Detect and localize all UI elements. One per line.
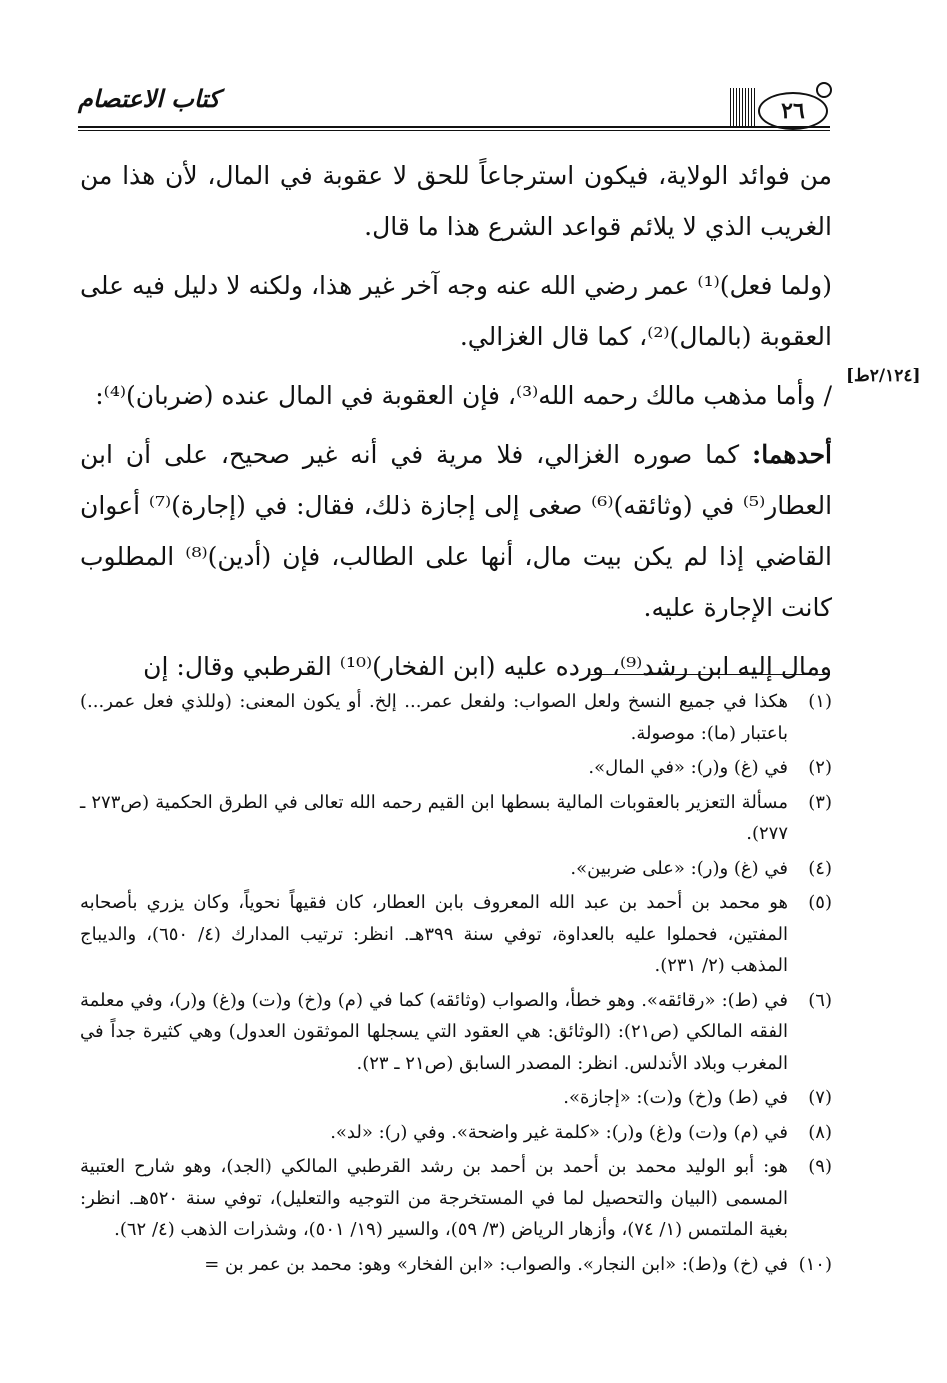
paragraph-4-text: كما صوره الغزالي، فلا مرية في أنه غير صحيح، على أن ابن العطار⁽⁵⁾ في (وثائقه)⁽⁶⁾ صغى إلى إجازة ذلك، فقال: في (إجارة)⁽⁷⁾ أعوان القاضي إذا لم يكن بيت مال، أنها على الطالب، فإن (أدين)⁽⁸⁾ المطلوب كانت الإجارة عليه. xyxy=(80,440,833,622)
footnote xyxy=(80,887,832,982)
footnote-text: في (ط) و(خ) و(ت): «إجازة». xyxy=(563,1087,788,1108)
footnote xyxy=(80,985,832,1080)
paragraph-1: من فوائد الولاية، فيكون استرجاعاً للحق لا عقوبة في المال، لأن هذا من الغريب الذي لا يلائم قواعد الشرع هذا ما قال. xyxy=(80,161,832,241)
footnote xyxy=(80,1117,832,1149)
footnote-text: في (ط): «رقائقه». وهو خطأ، والصواب (وثائقه) كما في (م) و(خ) و(ت) و(غ) و(ر)، وفي معلمة الفقه المالكي (ص٢١): (الوثائق: هي العقود التي يسجلها الموثقون العدول) وهي كثيرة جداً في المغرب وبلاد الأندلس. انظر: المصدر السابق (ص٢١ ـ ٢٣). xyxy=(80,989,788,1074)
footnote xyxy=(80,752,832,784)
footnote xyxy=(80,1082,832,1114)
footnote xyxy=(80,686,832,749)
header-ornament-bars xyxy=(730,88,756,128)
footnote xyxy=(80,1151,832,1246)
footnote-separator xyxy=(590,674,830,675)
footnote-number: (٩) xyxy=(808,1156,832,1177)
main-text xyxy=(80,150,832,700)
footnote-number: (٧) xyxy=(808,1087,832,1108)
paragraph-4-lead: أحدهما: xyxy=(751,440,832,469)
footnote-text: مسألة التعزير بالعقوبات المالية بسطها ابن القيم رحمه الله تعالى في الطرق الحكمية (ص٢٧٣ ـ ٢٧٧). xyxy=(80,791,788,844)
footnote-number: (٨) xyxy=(808,1121,832,1143)
footnote-text: في (خ) و(ط): «ابن النجار». والصواب: «ابن الفخار» وهو: محمد بن عمر بن = xyxy=(204,1253,788,1275)
footnote-number: (٤) xyxy=(808,857,832,879)
footnote-text: في (غ) و(ر): «على ضربين». xyxy=(570,857,788,879)
paragraph-3: / وأما مذهب مالك رحمه الله⁽³⁾، فإن العقوبة في المال عنده (ضربان)⁽⁴⁾: xyxy=(95,381,832,410)
footnote-text: في (م) و(ت) و(غ) و(ر): «كلمة غير واضحة». وفي (ر): «لد». xyxy=(330,1121,788,1143)
footnote-number: (٦) xyxy=(808,989,832,1011)
footnote xyxy=(80,1249,832,1281)
page-number-ornament xyxy=(816,82,832,98)
footnote-number: (٢) xyxy=(808,757,832,778)
paragraph-5: ومال إليه ابن رشد⁽⁹⁾، ورده عليه (ابن الفخار)⁽¹⁰⁾ القرطبي وقال: إن xyxy=(143,652,832,681)
page-header xyxy=(78,78,830,134)
footnote-number: (٣) xyxy=(808,791,832,813)
footnote-number: (٥) xyxy=(808,892,832,913)
book-title: كتاب الاعتصام xyxy=(78,84,220,113)
footnote-text: في (غ) و(ر): «في المال». xyxy=(588,757,788,778)
header-rule-thin xyxy=(78,130,830,131)
footnote xyxy=(80,787,832,850)
page-number: ٢٦ xyxy=(758,92,828,130)
footnote-text: هو محمد بن أحمد بن عبد الله المعروف بابن العطار، كان فقيهاً نحوياً، وكان يزري بأصحابه المفتين، فحملوا عليه بالعداوة، توفي سنة ٣٩٩هـ. انظر: ترتيب المدارك (٤/ ٦٥٠)، والديباج المذهب (٢/ ٢٣١). xyxy=(80,892,788,976)
footnote-number: (١٠) xyxy=(798,1253,832,1275)
paragraph-2: (ولما فعل)⁽¹⁾ عمر رضي الله عنه وجه آخر غير هذا، ولكنه لا دليل فيه على العقوبة (بالمال)⁽²⁾، كما قال الغزالي. xyxy=(80,271,832,351)
footnote-text: هو: أبو الوليد محمد بن أحمد بن أحمد بن رشد القرطبي المالكي (الجد)، وهو شارح العتبية المسمى (البيان والتحصيل لما في المستخرجة من التوجيه والتعليل)، توفي سنة ٥٢٠هـ. انظر: بغية الملتمس (١/ ٧٤)، وأزهار الرياض (٣/ ٥٩)، والسير (١٩/ ٥٠١)، وشذرات الذهب (٤/ ٦٢). xyxy=(80,1156,788,1240)
footnote xyxy=(80,853,832,885)
manuscript-margin-reference: [٢/١٢٤ط] xyxy=(846,366,921,386)
paragraph-4 xyxy=(80,429,832,633)
footnote-text: هكذا في جميع النسخ ولعل الصواب: ولفعل عمر... إلخ. أو يكون المعنى: (وللذي فعل عمر...) باعتبار (ما): موصولة. xyxy=(80,691,788,744)
footnotes xyxy=(80,686,832,1283)
footnote-number: (١) xyxy=(808,691,832,712)
header-rule xyxy=(78,126,830,128)
